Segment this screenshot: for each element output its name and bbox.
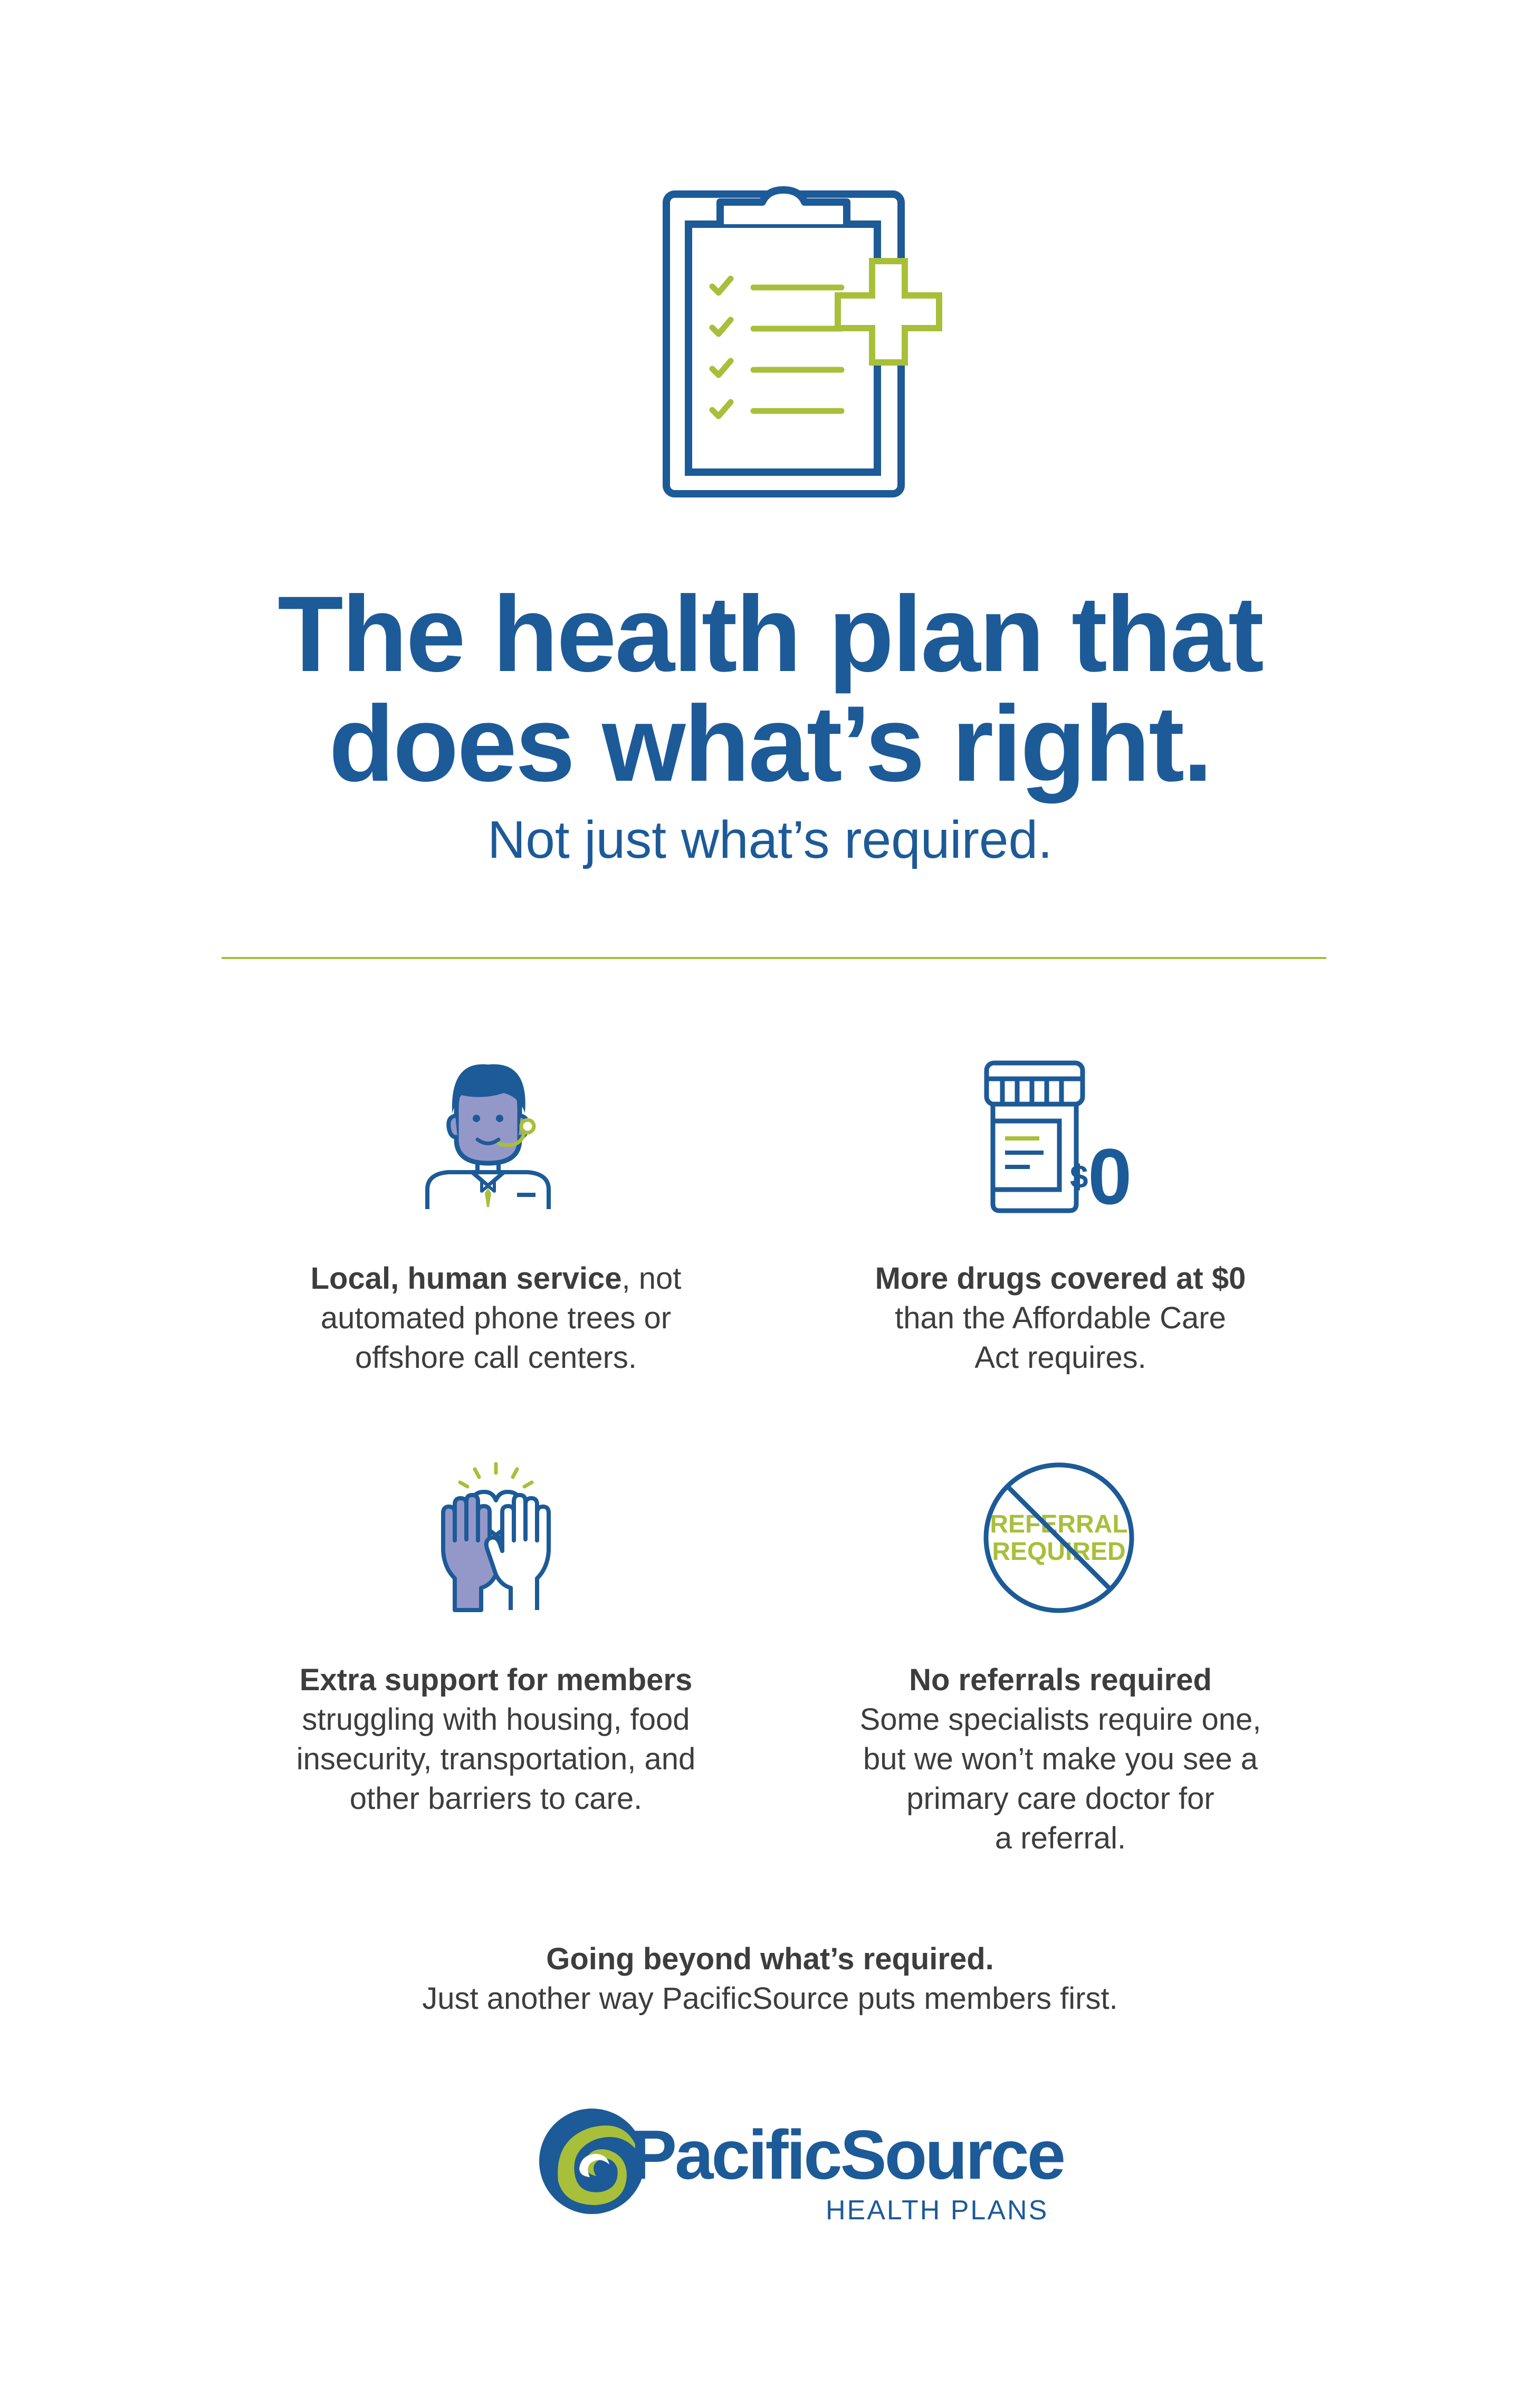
- feature-text: other barriers to care.: [349, 1781, 643, 1816]
- feature-local-service: [269, 1259, 723, 1377]
- feature-text: struggling with housing, food: [302, 1702, 690, 1737]
- feature-text: , not: [621, 1261, 682, 1296]
- feature-drugs-covered: [828, 1259, 1293, 1377]
- no-referral-label: REQUIRED: [992, 1538, 1126, 1566]
- no-referral-label: REFERRAL: [990, 1510, 1128, 1538]
- no-referral-icon: [980, 1459, 1138, 1617]
- feature-text: offshore call centers.: [355, 1340, 637, 1375]
- prescription-bottle-icon: [976, 1055, 1134, 1221]
- feature-text: primary care doctor for: [906, 1781, 1214, 1816]
- feature-title: Local, human service: [310, 1261, 622, 1296]
- closing-statement: [0, 1939, 1540, 2018]
- feature-title: Extra support for members: [299, 1663, 693, 1697]
- headline: does what’s right.: [329, 684, 1211, 804]
- feature-text: a referral.: [994, 1821, 1126, 1855]
- headline: The health plan that: [278, 574, 1262, 694]
- feature-title: More drugs covered at $0: [875, 1261, 1246, 1296]
- subheadline: Not just what’s required.: [487, 810, 1053, 869]
- feature-text: Act requires.: [974, 1340, 1146, 1375]
- feature-text: but we won’t make you see a: [863, 1742, 1258, 1776]
- customer-service-agent-icon: [425, 1055, 583, 1213]
- dollar-sign-label: $: [1070, 1159, 1088, 1195]
- closing-title: Going beyond what’s required.: [546, 1942, 994, 1976]
- feature-no-referrals: [823, 1660, 1298, 1858]
- feature-text: automated phone trees or: [320, 1301, 672, 1335]
- zero-label: 0: [1088, 1132, 1132, 1221]
- clipboard-checklist-plus-icon: [654, 182, 971, 499]
- closing-text: Just another way PacificSource puts members first.: [422, 1981, 1118, 2016]
- logo-tagline: HEALTH PLANS: [826, 2195, 1049, 2226]
- divider: [222, 957, 1326, 959]
- feature-extra-support: [264, 1660, 728, 1818]
- hands-heart-icon: [417, 1456, 575, 1614]
- feature-text: than the Affordable Care: [895, 1301, 1226, 1335]
- feature-title: No referrals required: [909, 1663, 1212, 1697]
- logo-wordmark: PacificSource: [630, 2116, 1064, 2193]
- feature-text: Some specialists require one,: [859, 1702, 1261, 1737]
- feature-text: insecurity, transportation, and: [296, 1742, 696, 1776]
